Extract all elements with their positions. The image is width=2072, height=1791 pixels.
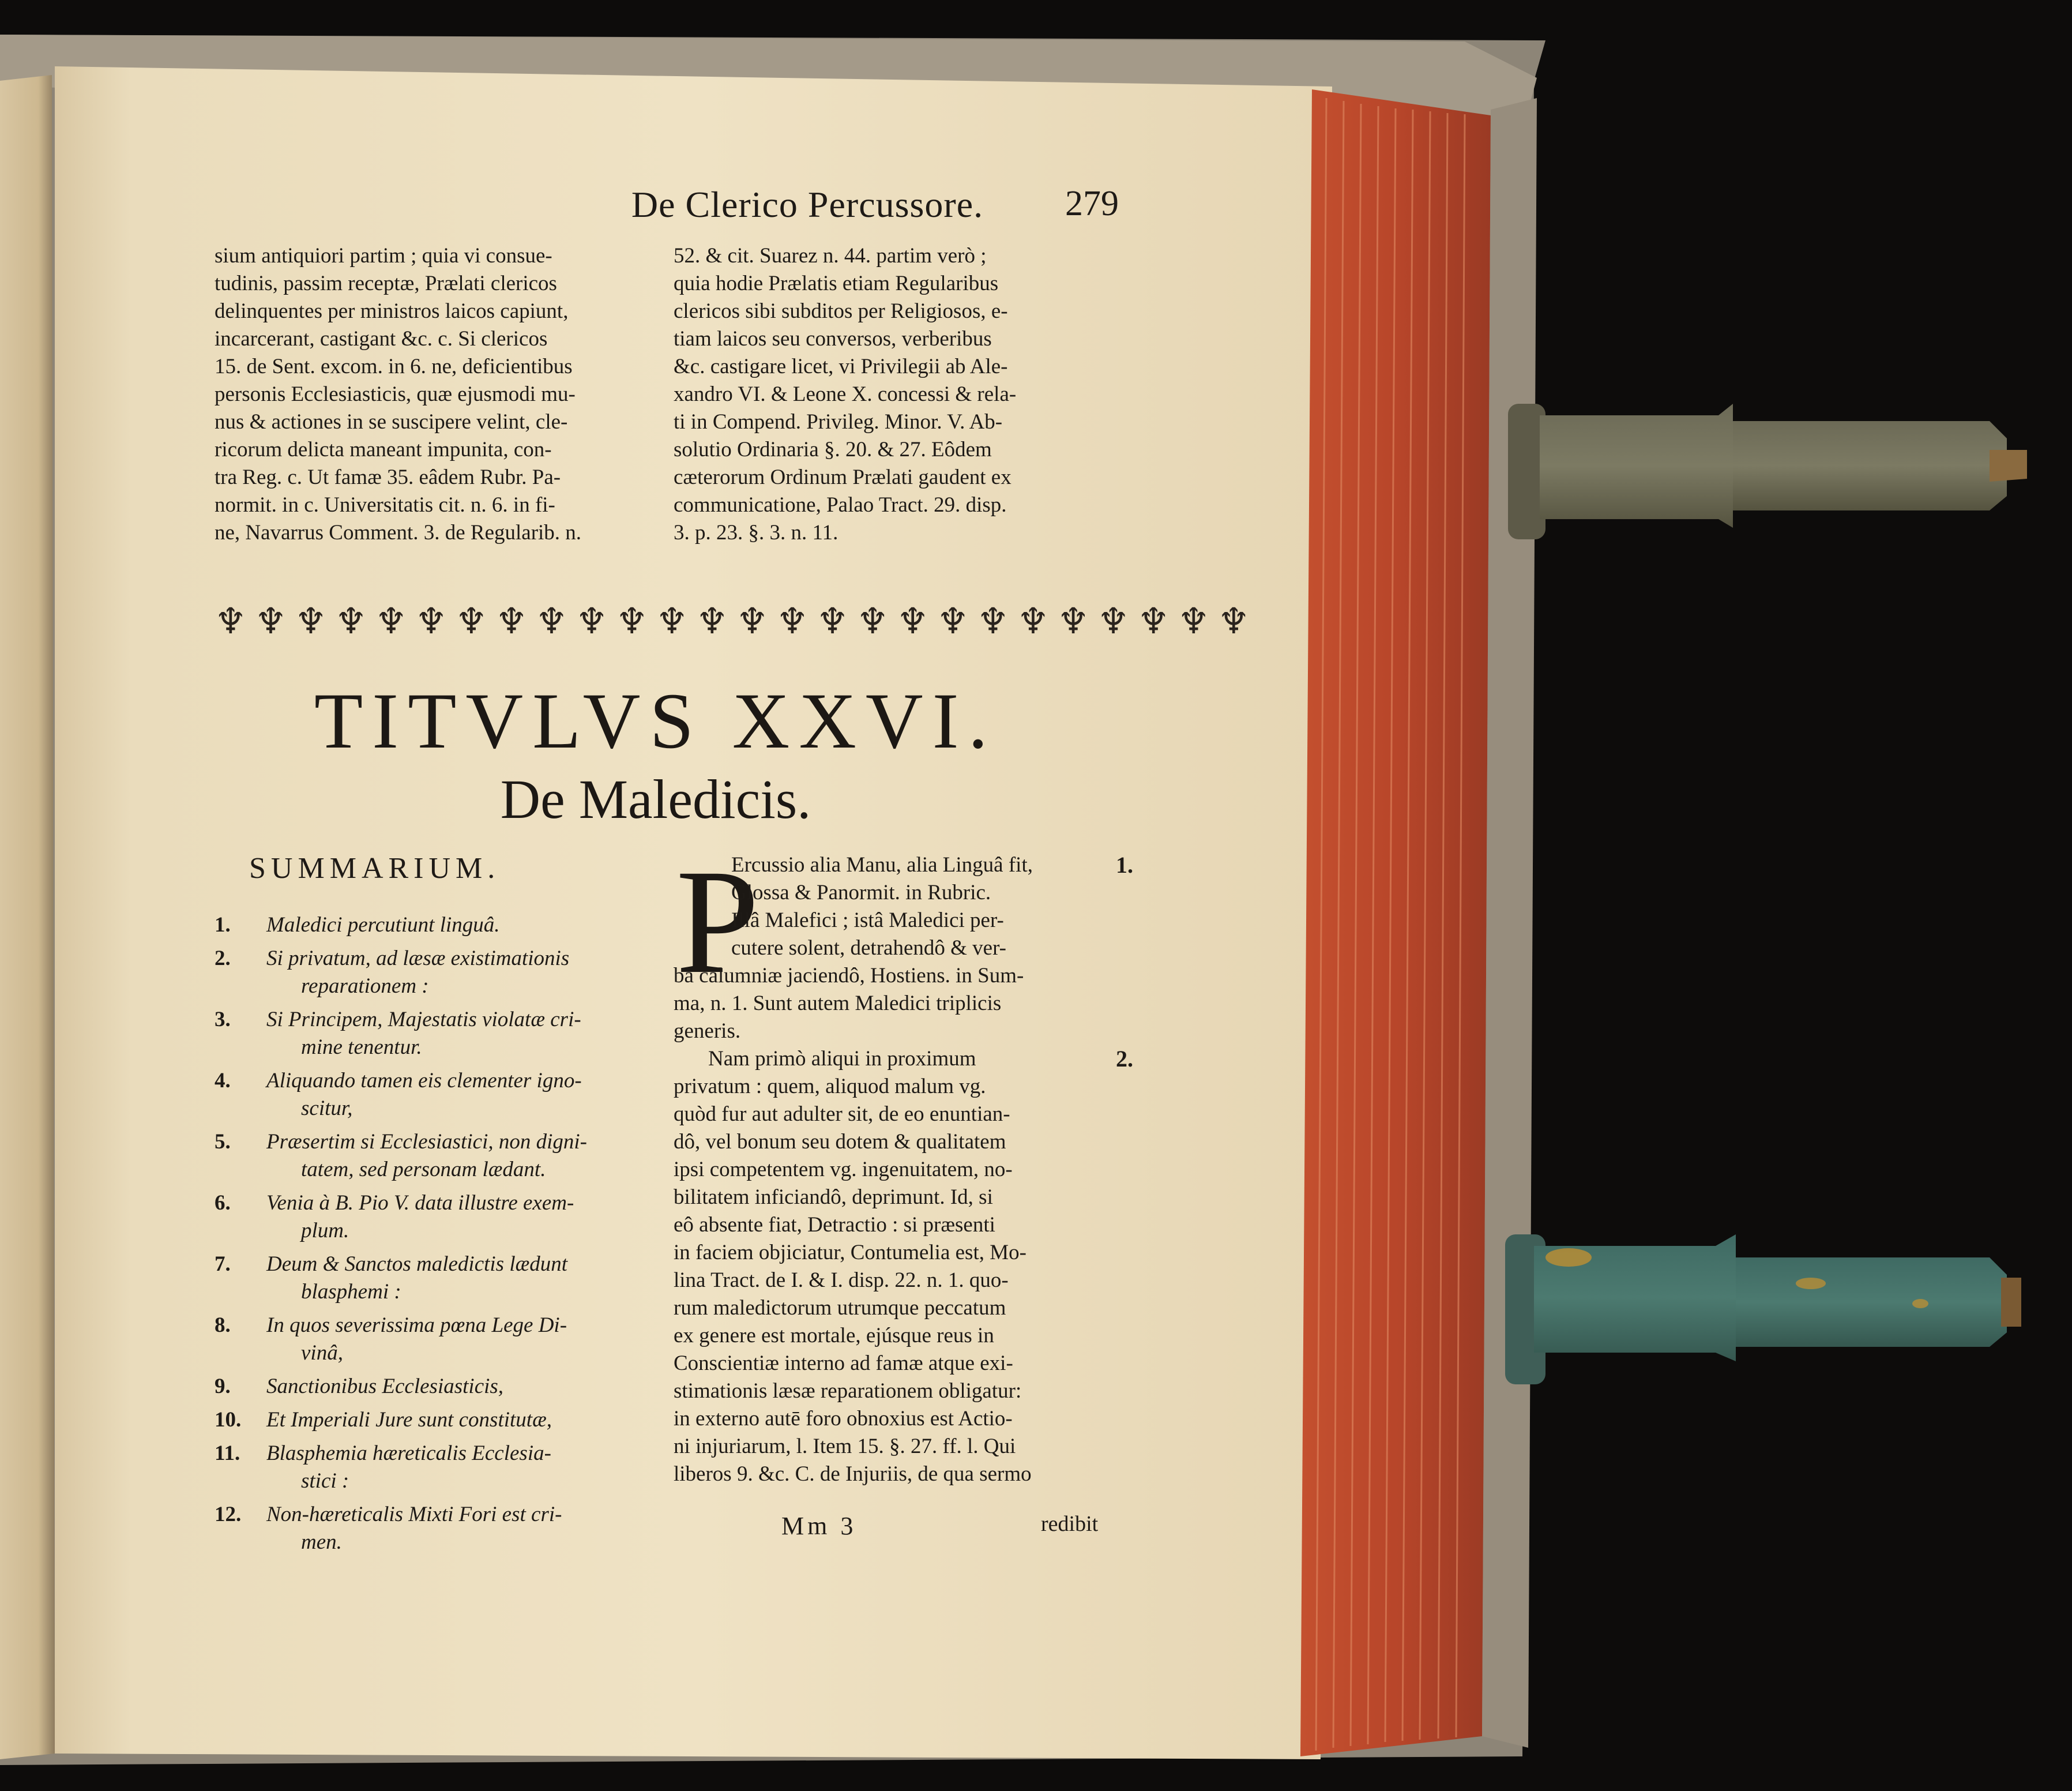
page-number: 279 xyxy=(1065,184,1119,223)
text-line: ti in Compend. Privileg. Minor. V. Ab- xyxy=(674,410,1003,434)
summarium-item xyxy=(215,1406,653,1434)
summarium-item xyxy=(215,1501,653,1556)
summarium-item xyxy=(215,1440,653,1495)
summarium-line: Deum & Sanctos maledictis lædunt xyxy=(266,1252,568,1276)
summarium-number: 8. xyxy=(215,1313,231,1337)
summarium-line: Venia à B. Pio V. data illustre exem- xyxy=(266,1191,574,1215)
text-line: Glossa & Panormit. in Rubric. xyxy=(731,881,991,904)
summarium-item xyxy=(215,1251,653,1306)
summarium-number: 3. xyxy=(215,1008,231,1031)
summarium-line: men. xyxy=(301,1530,342,1554)
text-line: privatum : quem, aliquod malum vg. xyxy=(674,1075,986,1098)
text-line: Nam primò aliqui in proximum xyxy=(708,1047,976,1071)
text-line: tiam laicos seu conversos, verberibus xyxy=(674,327,992,351)
text-line: Ercussio alia Manu, alia Linguâ fit, xyxy=(731,853,1033,877)
summarium-number: 7. xyxy=(215,1252,231,1276)
summarium-item xyxy=(215,1312,653,1367)
text-line: quia hodie Prælatis etiam Regularibus xyxy=(674,272,999,295)
text-line: cæterorum Ordinum Prælati gaudent ex xyxy=(674,465,1011,489)
text-line: generis. xyxy=(674,1019,741,1043)
summarium-item xyxy=(215,1128,653,1184)
summarium-line: Blasphemia hæreticalis Ecclesia- xyxy=(266,1441,551,1465)
text-line: communicatione, Palao Tract. 29. disp. xyxy=(674,493,1007,517)
summarium-line: Non-hæreticalis Mixti Fori est cri- xyxy=(266,1503,562,1526)
summarium-line: reparationem : xyxy=(301,974,429,998)
summarium-line: Maledici percutiunt linguâ. xyxy=(266,913,500,937)
summarium-number: 10. xyxy=(215,1408,242,1432)
text-line: in faciem objiciatur, Contumelia est, Mo- xyxy=(674,1241,1026,1264)
summarium-number: 9. xyxy=(215,1375,231,1398)
margin-number-2: 2. xyxy=(1116,1046,1133,1072)
subtitle-heading: De Maledicis. xyxy=(500,768,811,830)
text-line: &c. castigare licet, vi Privilegii ab Ale- xyxy=(674,355,1008,378)
summarium-line: tatem, sed personam lædant. xyxy=(301,1158,546,1181)
summarium-number: 1. xyxy=(215,913,231,937)
summarium-line: Aliquando tamen eis clementer igno- xyxy=(266,1069,582,1092)
summarium-item xyxy=(215,911,653,939)
text-line: ba calumniæ jaciendô, Hostiens. in Sum- xyxy=(674,964,1024,988)
text-line: sium antiquiori partim ; quia vi consue- xyxy=(215,244,552,268)
summarium-line: In quos severissima pœna Lege Di- xyxy=(266,1313,567,1337)
text-line: cutere solent, detrahendô & ver- xyxy=(731,936,1006,960)
summarium-number: 2. xyxy=(215,947,231,970)
text-line: tudinis, passim receptæ, Prælati clericos xyxy=(215,272,557,295)
summarium-item xyxy=(215,945,653,1000)
text-line: lina Tract. de I. & I. disp. 22. n. 1. quo- xyxy=(674,1268,1009,1292)
summarium-item xyxy=(215,1373,653,1400)
drop-cap: P xyxy=(676,839,759,1005)
catchword: redibit xyxy=(1041,1512,1099,1536)
summarium-number: 11. xyxy=(215,1441,240,1465)
text-line: normit. in c. Universitatis cit. n. 6. in fi- xyxy=(215,493,555,517)
text-line: ex genere est mortale, ejúsque reus in xyxy=(674,1324,994,1347)
text-line: clericos sibi subditos per Religiosos, e- xyxy=(674,299,1008,323)
summarium-line: scitur, xyxy=(301,1097,353,1120)
text-line: personis Ecclesiasticis, quæ ejusmodi mu- xyxy=(215,382,576,406)
text-line: 52. & cit. Suarez n. 44. partim verò ; xyxy=(674,244,987,268)
text-line: rum maledictorum utrumque peccatum xyxy=(674,1296,1006,1320)
summarium-line: Si Principem, Majestatis violatæ cri- xyxy=(266,1008,581,1031)
text-line: dô, vel bonum seu dotem & qualitatem xyxy=(674,1130,1006,1154)
margin-number-1: 1. xyxy=(1116,852,1133,878)
body-column xyxy=(674,839,1118,1488)
text-line: incarcerant, castigant &c. c. Si clericos xyxy=(215,327,548,351)
summarium-line: stici : xyxy=(301,1469,349,1493)
summarium-list xyxy=(215,911,653,1562)
text-line: bilitatem inficiandô, deprimunt. Id, si xyxy=(674,1185,993,1209)
text-line: stimationis læsæ reparationem obligatur: xyxy=(674,1379,1022,1403)
text-line: Conscientiæ interno ad famæ atque exi- xyxy=(674,1351,1013,1375)
text-line: ni injuriarum, l. Item 15. §. 27. ff. l. Qui xyxy=(674,1435,1016,1458)
text-line: in externo autē foro obnoxius est Actio- xyxy=(674,1407,1013,1430)
text-line: ipsi competentem vg. ingenuitatem, no- xyxy=(674,1158,1013,1181)
text-line: eô absente fiat, Detractio : si præsenti xyxy=(674,1213,995,1237)
summarium-line: Sanctionibus Ecclesiasticis, xyxy=(266,1375,504,1398)
summarium-number: 6. xyxy=(215,1191,231,1215)
text-line: xandro VI. & Leone X. concessi & rela- xyxy=(674,382,1017,406)
summarium-line: plum. xyxy=(301,1219,349,1242)
text-line: ne, Navarrus Comment. 3. de Regularib. n. xyxy=(215,521,582,545)
text-line: 15. de Sent. excom. in 6. ne, deficientibus xyxy=(215,355,573,378)
title-heading: TITVLVS XXVI. xyxy=(314,677,998,765)
summarium-item xyxy=(215,1067,653,1122)
text-line: Illâ Malefici ; istâ Maledici per- xyxy=(731,908,1004,932)
summarium-line: blasphemi : xyxy=(301,1280,401,1304)
text-line: delinquentes per ministros laicos capiunt, xyxy=(215,299,569,323)
summarium-heading: SUMMARIUM. xyxy=(249,852,501,885)
summarium-item xyxy=(215,1189,653,1245)
ornament-band: ♆♆♆♆♆♆♆♆♆♆♆♆♆♆♆♆♆♆♆♆♆♆♆♆♆♆ xyxy=(215,600,1258,642)
text-line: 3. p. 23. §. 3. n. 11. xyxy=(674,521,838,545)
summarium-number: 5. xyxy=(215,1130,231,1154)
summarium-number: 12. xyxy=(215,1503,242,1526)
top-right-column xyxy=(674,242,1109,547)
text-line: quòd fur aut adulter sit, de eo enuntian- xyxy=(674,1102,1010,1126)
summarium-line: Et Imperiali Jure sunt constitutæ, xyxy=(266,1408,552,1432)
summarium-number: 4. xyxy=(215,1069,231,1092)
summarium-line: Si privatum, ad læsæ existimationis xyxy=(266,947,570,970)
summarium-line: vinâ, xyxy=(301,1341,343,1365)
running-head: De Clerico Percussore. xyxy=(631,184,984,225)
text-line: ma, n. 1. Sunt autem Maledici triplicis xyxy=(674,992,1002,1015)
summarium-line: Præsertim si Ecclesiastici, non digni- xyxy=(266,1130,587,1154)
text-line: ricorum delicta maneant impunita, con- xyxy=(215,438,552,461)
signature-mark: Mm 3 xyxy=(781,1512,857,1540)
text-line: liberos 9. &c. C. de Injuriis, de qua sermo xyxy=(674,1462,1032,1486)
summarium-item xyxy=(215,1006,653,1061)
text-line: nus & actiones in se suscipere velint, cle- xyxy=(215,410,568,434)
summarium-line: mine tenentur. xyxy=(301,1035,422,1059)
top-left-column xyxy=(215,242,638,547)
text-line: solutio Ordinaria §. 20. & 27. Eôdem xyxy=(674,438,992,461)
text-line: tra Reg. c. Ut famæ 35. eâdem Rubr. Pa- xyxy=(215,465,561,489)
